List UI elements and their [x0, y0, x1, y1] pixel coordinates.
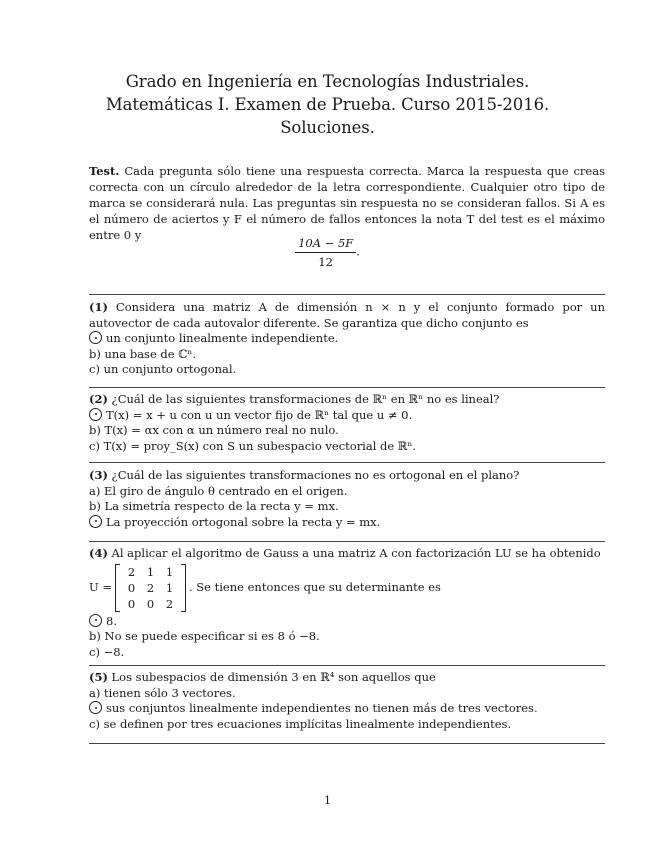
- selected-answer-circle-icon: [89, 614, 102, 627]
- page-number: 1: [323, 793, 332, 807]
- title-block: [0, 70, 655, 139]
- matrix-row: [89, 564, 605, 612]
- intro-paragraph: [89, 163, 605, 243]
- intro-text: Cada pregunta sólo tiene una respuesta correcta. Marca la respuesta que creas correcta con un círculo alrededor de la letra correspondiente. Cualquier otro tipo de marca se considerará nula. Las preguntas sin respuesta no se consideran fallos. Si A es el número de aciertos y F el número de fallos entonces la nota T del test es el máximo entre 0 y: [89, 164, 605, 242]
- matrix-cell: 2: [146, 580, 155, 595]
- selected-answer-circle-icon: [89, 408, 102, 421]
- question-5: [89, 670, 605, 732]
- question-3-stem: [89, 468, 605, 484]
- selected-answer-circle-icon: [89, 515, 102, 528]
- question-4-option-c[interactable]: c) −8.: [89, 644, 125, 659]
- option-text: sus conjuntos linealmente independientes no tienen más de tres vectores.: [106, 701, 538, 715]
- question-3-option-a[interactable]: a) El giro de ángulo θ centrado en el origen.: [89, 483, 348, 498]
- question-number: (2): [89, 392, 108, 406]
- question-1-option-c[interactable]: c) un conjunto ortogonal.: [89, 362, 237, 376]
- question-3-option-b[interactable]: b) La simetría respecto de la recta y = mx.: [89, 499, 339, 513]
- question-2-stem: [89, 392, 605, 408]
- formula-denominator: 12: [318, 255, 333, 269]
- question-3-option-c[interactable]: [89, 515, 605, 531]
- question-2-option-c[interactable]: c) T(x) = proy_S(x) con S un subespacio vectorial de ℝⁿ.: [89, 438, 417, 453]
- matrix-cell: 0: [146, 596, 155, 611]
- question-4-option-b[interactable]: b) No se puede especificar si es 8 ó −8.: [89, 629, 320, 643]
- option-text: La proyección ortogonal sobre la recta y = mx.: [106, 514, 381, 529]
- divider: [89, 541, 605, 542]
- question-number: (5): [89, 670, 108, 684]
- question-text: ¿Cuál de las siguientes transformaciones de ℝⁿ en ℝⁿ no es lineal?: [107, 392, 500, 406]
- question-5-stem: [89, 670, 605, 686]
- question-2: [89, 392, 605, 454]
- option-text: un conjunto linealmente independiente.: [106, 331, 339, 345]
- title-line-2: Matemáticas I. Examen de Prueba. Curso 2015-2016.: [105, 95, 550, 114]
- matrix-u: [115, 564, 186, 612]
- divider: [89, 743, 605, 744]
- question-2-option-a[interactable]: [89, 408, 605, 424]
- question-1: [89, 300, 605, 378]
- divider: [89, 387, 605, 388]
- title-line-1: Grado en Ingeniería en Tecnologías Industriales.: [125, 72, 530, 91]
- question-2-option-b[interactable]: b) T(x) = αx con α un número real no nulo.: [89, 423, 339, 437]
- matrix-cell: 0: [127, 580, 136, 595]
- question-5-option-c[interactable]: c) se definen por tres ecuaciones implícitas linealmente independientes.: [89, 716, 512, 731]
- matrix-label: U =: [89, 579, 112, 594]
- option-text: T(x) = x + u con u un vector fijo de ℝⁿ tal que u ≠ 0.: [106, 407, 413, 422]
- question-text: Considera una matriz A de dimensión n × n y el conjunto formado por un autovector de cada autovalor diferente. Se garantiza que dicho conjunto es: [89, 300, 605, 330]
- matrix-cell: 0: [127, 596, 136, 611]
- matrix-cell: 2: [165, 596, 174, 611]
- question-number: (3): [89, 468, 108, 482]
- question-1-option-b[interactable]: b) una base de ℂⁿ.: [89, 346, 197, 361]
- question-5-option-a[interactable]: a) tienen sólo 3 vectores.: [89, 685, 236, 700]
- question-1-option-a[interactable]: [89, 331, 605, 347]
- divider: [89, 665, 605, 666]
- formula-fraction: [295, 236, 356, 269]
- question-4-option-a[interactable]: [89, 614, 605, 630]
- selected-answer-circle-icon: [89, 701, 102, 714]
- question-text: ¿Cuál de las siguientes transformaciones no es ortogonal en el plano?: [107, 468, 520, 482]
- intro-label: Test.: [89, 164, 120, 178]
- option-text: 8.: [106, 613, 117, 628]
- matrix-cell: 2: [127, 564, 136, 579]
- question-3: [89, 468, 605, 530]
- divider: [89, 462, 605, 463]
- title-line-3: Soluciones.: [280, 118, 375, 137]
- formula-period: .: [356, 244, 360, 259]
- matrix-cell: 1: [146, 564, 155, 579]
- question-text: Al aplicar el algoritmo de Gauss a una matriz A con factorización LU se ha obtenido: [107, 546, 601, 560]
- question-4: [89, 546, 605, 660]
- question-1-stem: [89, 300, 605, 331]
- selected-answer-circle-icon: [89, 331, 102, 344]
- question-5-option-b[interactable]: [89, 701, 605, 717]
- grade-formula: [0, 236, 655, 269]
- matrix-cell: 1: [165, 580, 174, 595]
- matrix-trailing-text: . Se tiene entonces que su determinante es: [188, 579, 441, 594]
- question-number: (1): [89, 300, 108, 314]
- formula-numerator: 10A − 5F: [295, 236, 356, 253]
- question-text: Los subespacios de dimensión 3 en ℝ⁴ son aquellos que: [107, 670, 436, 684]
- divider: [89, 294, 605, 295]
- question-number: (4): [89, 546, 108, 560]
- matrix-cell: 1: [165, 564, 174, 579]
- question-4-stem: [89, 546, 605, 562]
